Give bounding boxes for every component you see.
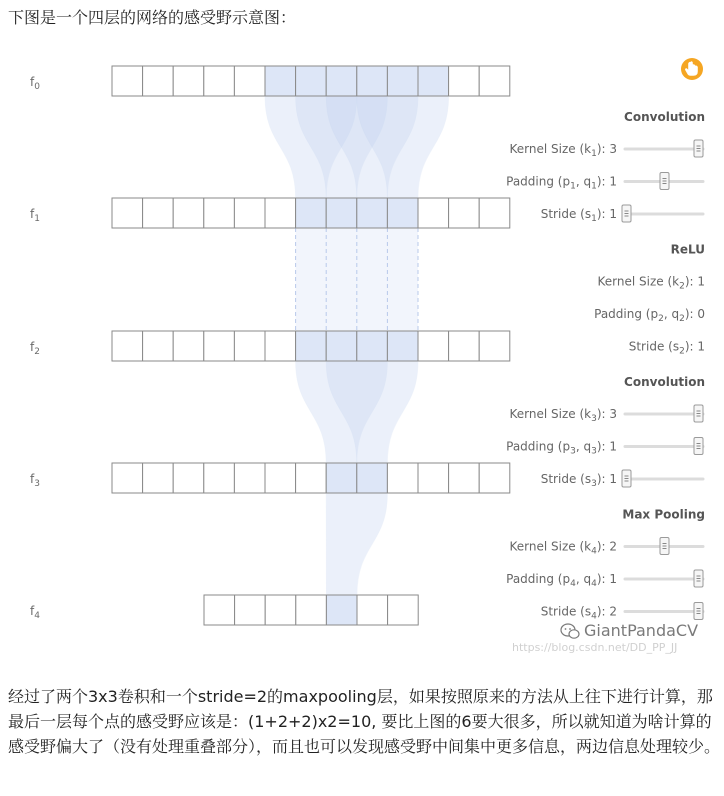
- param-label: Stride $(s_3)$: 1: [540, 472, 617, 489]
- grid-cell: [449, 198, 480, 228]
- watermark: [512, 621, 698, 654]
- grid-cell: [449, 331, 480, 361]
- param-slider[interactable]: [625, 438, 703, 455]
- slider-handle[interactable]: [694, 438, 703, 455]
- section-title: ReLU: [670, 242, 705, 257]
- grid-cell-highlighted: [326, 463, 357, 493]
- param-slider[interactable]: [622, 470, 703, 487]
- grid-cell: [204, 331, 235, 361]
- grid-cell: [173, 331, 204, 361]
- grid-cell-highlighted: [387, 66, 418, 96]
- grid-cell-highlighted: [387, 331, 418, 361]
- grid-cell-highlighted: [326, 66, 357, 96]
- grid-cell: [388, 595, 419, 625]
- panel-section-relu-2: [594, 243, 705, 357]
- grid-cell: [173, 66, 204, 96]
- parameter-panel: [506, 110, 705, 622]
- grid-cell: [143, 66, 174, 96]
- grid-cell: [479, 198, 510, 228]
- layer-grid-f2: [112, 331, 510, 361]
- grid-cell: [479, 463, 510, 493]
- param-slider[interactable]: [625, 140, 703, 157]
- grid-cell: [143, 198, 174, 228]
- layer-label-f1: $f_1$: [30, 207, 40, 224]
- grid-cell: [296, 595, 327, 625]
- param-label: Kernel Size $(k_2)$: 1: [597, 274, 705, 292]
- param-slider[interactable]: [625, 570, 703, 587]
- grid-cell: [265, 198, 296, 228]
- grid-cell: [173, 198, 204, 228]
- param-label: Kernel Size $(k_3)$: 3: [509, 407, 617, 424]
- grid-cell: [234, 66, 265, 96]
- grid-cell: [235, 595, 266, 625]
- section-title: Max Pooling: [622, 507, 705, 522]
- grid-cell: [449, 463, 480, 493]
- grid-cell: [418, 463, 449, 493]
- layer-label-f3: $f_3$: [30, 472, 40, 489]
- grid-cell-highlighted: [357, 66, 388, 96]
- slider-handle[interactable]: [694, 603, 703, 620]
- slider-handle[interactable]: [694, 405, 703, 422]
- param-slider[interactable]: [625, 405, 703, 422]
- section-title: Convolution: [624, 375, 705, 389]
- grid-cell-highlighted: [418, 66, 449, 96]
- section-title: Convolution: [624, 110, 705, 124]
- url-watermark: https://blog.csdn.net/DD_PP_JJ: [512, 641, 678, 654]
- grid-cell: [143, 463, 174, 493]
- hand-pointer-icon[interactable]: [681, 58, 703, 80]
- grid-cell: [479, 331, 510, 361]
- grid-cell: [204, 66, 235, 96]
- wechat-icon: [561, 624, 579, 638]
- grid-cell-highlighted: [326, 198, 357, 228]
- slider-handle[interactable]: [694, 570, 703, 587]
- grid-cell: [265, 595, 296, 625]
- layer-grid-f1: [112, 198, 510, 228]
- grid-cell-highlighted: [357, 463, 388, 493]
- grid-cell: [418, 331, 449, 361]
- slider-handle[interactable]: [622, 205, 631, 222]
- param-label: Padding ($p_3$, $q_3$): 1: [506, 439, 617, 457]
- panel-section-convolution-1: [506, 110, 705, 224]
- watermark-text: GiantPandaCV: [584, 621, 699, 640]
- slider-handle[interactable]: [622, 470, 631, 487]
- grid-cell: [387, 463, 418, 493]
- param-label: Stride $(s_4)$: 2: [540, 604, 617, 622]
- grid-cell: [234, 463, 265, 493]
- param-slider[interactable]: [625, 173, 703, 190]
- grid-cell: [418, 198, 449, 228]
- grid-cell: [357, 595, 388, 625]
- param-label: Padding ($p_4$, $q_4$): 1: [506, 572, 617, 589]
- layer-label-f4: $f_4$: [30, 604, 40, 621]
- param-slider[interactable]: [625, 603, 703, 620]
- grid-cell: [265, 331, 296, 361]
- grid-cell-highlighted: [326, 331, 357, 361]
- grid-cell: [204, 595, 235, 625]
- panel-section-convolution-3: [506, 375, 705, 489]
- grid-cell: [173, 463, 204, 493]
- intro-text: 下图是一个四层的网络的感受野示意图：: [8, 8, 297, 27]
- grid-cell-highlighted: [357, 331, 388, 361]
- param-label: Kernel Size $(k_1)$: 3: [509, 142, 617, 159]
- grid-cell-highlighted: [387, 198, 418, 228]
- grid-cell: [112, 331, 143, 361]
- param-slider[interactable]: [622, 205, 703, 222]
- grid-cell-highlighted: [296, 331, 327, 361]
- param-label: Padding ($p_1$, $q_1$): 1: [506, 174, 617, 192]
- receptive-field-figure: [0, 48, 724, 660]
- grid-cell-highlighted: [326, 595, 357, 625]
- receptive-band: [326, 493, 387, 595]
- explanation-paragraph: 经过了两个3x3卷积和一个stride=2的maxpooling层，如果按照原来的方法从上往下进行计算，那最后一层每个点的感受野应该是：(1+2+2)x2=10, 要比上图的6要大很多，所以就知道为啥计算的感受野偏大了（没有处理重叠部分），而且也可以发现感受野中间集中更多信息，两边信息处理较少。: [8, 687, 721, 756]
- param-slider[interactable]: [625, 538, 703, 555]
- panel-section-max-pooling-4: [506, 508, 705, 622]
- grid-cell: [112, 463, 143, 493]
- grid-cell: [143, 331, 174, 361]
- layer-label-f0: $f_0$: [30, 75, 40, 92]
- grid-cell: [204, 463, 235, 493]
- layer-grid-f4: [204, 595, 418, 625]
- receptive-field-diagram: [0, 48, 724, 660]
- layer-labels: [30, 75, 40, 621]
- param-label: Padding ($p_2$, $q_2$): 0: [594, 307, 705, 324]
- layer-grid-f0: [112, 66, 510, 96]
- grid-cell-highlighted: [296, 198, 327, 228]
- slider-handle[interactable]: [660, 538, 669, 555]
- grid-cell: [234, 198, 265, 228]
- grid-cell: [265, 463, 296, 493]
- grid-cell: [479, 66, 510, 96]
- grid-cell-highlighted: [296, 66, 327, 96]
- layer-grid-f3: [112, 463, 510, 493]
- grid-cell: [204, 198, 235, 228]
- param-label: Stride $(s_2)$: 1: [628, 339, 705, 357]
- slider-handle[interactable]: [694, 140, 703, 157]
- grid-cell: [449, 66, 480, 96]
- grid-cell: [112, 198, 143, 228]
- param-label: Stride $(s_1)$: 1: [540, 207, 617, 224]
- grid-cell: [234, 331, 265, 361]
- layer-label-f2: $f_2$: [30, 340, 40, 357]
- grid-cell: [296, 463, 327, 493]
- grid-cell-highlighted: [265, 66, 296, 96]
- grid-cell: [112, 66, 143, 96]
- param-label: Kernel Size $(k_4)$: 2: [509, 539, 617, 557]
- grid-cell-highlighted: [357, 198, 388, 228]
- slider-handle[interactable]: [660, 173, 669, 190]
